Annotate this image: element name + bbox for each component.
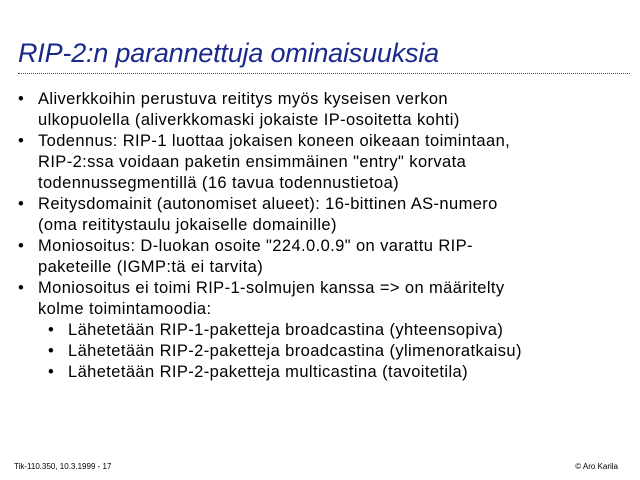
bullet-text: Reitysdomainit (autonomiset alueet): 16-bittinen AS-numero (oma reititystaulu jokaiselle domainille)	[38, 195, 498, 234]
title-divider	[18, 73, 630, 74]
bullet-item	[18, 278, 630, 383]
bullet-marker: •	[18, 237, 25, 255]
slide-title: RIP-2:n parannettuja ominaisuuksia	[18, 38, 439, 68]
sub-bullet-marker: •	[48, 321, 55, 339]
bullet-marker: •	[18, 132, 25, 150]
bullet-text: Todennus: RIP-1 luottaa jokaisen koneen oikeaan toimintaan, RIP-2:ssa voidaan paketin ensimmäinen "entry" korvata todennussegmentillä (16 tavua todennustietoa)	[38, 132, 511, 192]
bullet-text: Moniosoitus ei toimi RIP-1-solmujen kanssa => on määritelty kolme toimintamoodia:	[38, 279, 505, 318]
sub-bullet-list	[38, 320, 630, 383]
bullet-marker: •	[18, 279, 25, 297]
sub-bullet-text: Lähetetään RIP-2-paketteja multicastina (tavoitetila)	[68, 363, 468, 381]
bullet-item	[18, 89, 630, 131]
footer-course-info: Tik-110.350, 10.3.1999 - 17	[14, 462, 112, 471]
bullet-text: Moniosoitus: D-luokan osoite "224.0.0.9" on varattu RIP- paketeille (IGMP:tä ei tarvita)	[38, 237, 473, 276]
sub-bullet-text: Lähetetään RIP-1-paketteja broadcastina (yhteensopiva)	[68, 321, 504, 339]
sub-bullet-marker: •	[48, 363, 55, 381]
sub-bullet-marker: •	[48, 342, 55, 360]
footer-copyright: © Aro Karila	[575, 462, 618, 471]
bullet-item	[18, 194, 630, 236]
bullet-marker: •	[18, 195, 25, 213]
bullet-list	[18, 89, 630, 383]
bullet-marker: •	[18, 90, 25, 108]
sub-bullet-item	[38, 320, 630, 341]
sub-bullet-text: Lähetetään RIP-2-paketteja broadcastina (ylimenoratkaisu)	[68, 342, 522, 360]
bullet-item	[18, 131, 630, 194]
sub-bullet-item	[38, 341, 630, 362]
bullet-item	[18, 236, 630, 278]
bullet-text: Aliverkkoihin perustuva reititys myös kyseisen verkon ulkopuolella (aliverkkomaski jokaiste IP-osoitetta kohti)	[38, 90, 460, 129]
sub-bullet-item	[38, 362, 630, 383]
